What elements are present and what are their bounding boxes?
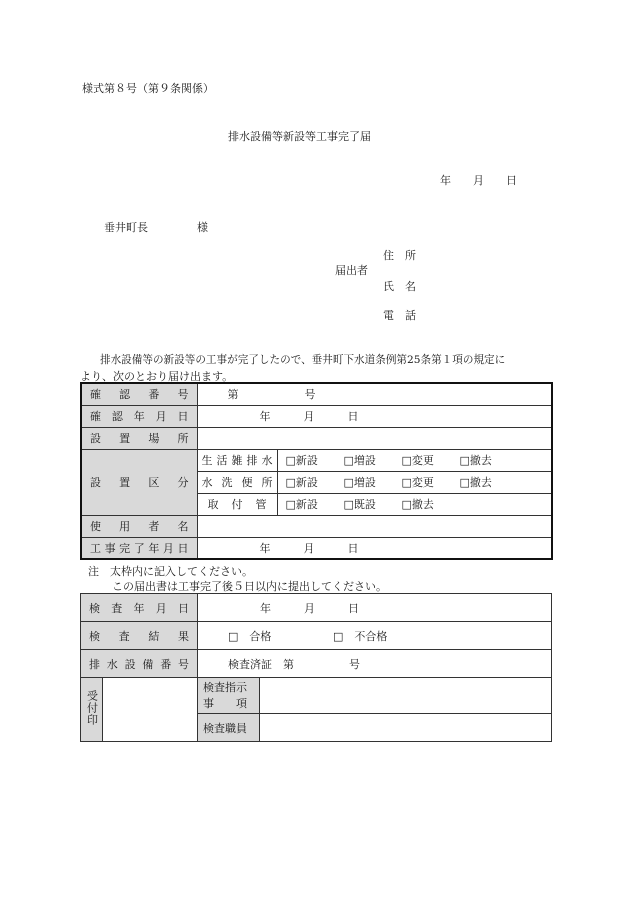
receipt-stamp-area (103, 678, 198, 742)
location-label: 設置場所 (81, 427, 197, 449)
body-text-line1: 排水設備等の新設等の工事が完了したので、垂井町下水道条例第25条第１項の規定に (100, 354, 506, 366)
instructions-label-line2: 事 項 (203, 696, 247, 710)
applicant-phone-label: 電 話 (383, 309, 416, 322)
inspection-date-row (81, 594, 552, 622)
completion-date-text: 年 月 日 (259, 541, 359, 555)
instructions-row (81, 678, 552, 714)
option-change[interactable]: □変更 (401, 454, 434, 467)
addressee-honorific: 様 (197, 221, 208, 234)
inspection-result-row (81, 622, 552, 650)
applicant-address-label: 住 所 (383, 249, 416, 262)
user-value[interactable] (197, 515, 552, 537)
addressee-name: 垂井町長 (104, 221, 148, 234)
instructions-label (198, 678, 260, 714)
equipment-number-label: 排水設備番号 (81, 650, 198, 678)
inspection-date-label: 検査年月日 (81, 594, 198, 622)
category-toilet-options (277, 471, 552, 493)
inspection-date-text: 年 月 日 (260, 601, 359, 615)
equipment-number-value[interactable] (198, 650, 552, 678)
option-add[interactable]: □増設 (343, 454, 376, 467)
note-line2: この届出書は工事完了後５日以内に提出してください。 (112, 580, 387, 593)
inspection-result-value (198, 622, 552, 650)
option-remove[interactable]: □撤去 (401, 498, 434, 511)
user-label: 使用者名 (81, 515, 197, 537)
option-remove[interactable]: □撤去 (459, 454, 492, 467)
confirm-date-row (81, 405, 552, 427)
category-pipe-options (277, 493, 552, 515)
location-value[interactable] (197, 427, 552, 449)
body-text-line2: より、次のとおり届け出ます。 (80, 370, 234, 383)
inspection-table (80, 593, 552, 742)
option-new[interactable]: □新設 (285, 454, 318, 467)
category-pipe-label: 取付管 (197, 493, 277, 515)
instructions-value[interactable] (260, 678, 552, 714)
instructions-label-line1: 検査指示 (203, 680, 247, 694)
form-title: 排水設備等新設等工事完了届 (228, 130, 371, 143)
inspector-label: 検査職員 (198, 714, 260, 742)
equipment-number-row (81, 650, 552, 678)
category-toilet-label: 水洗便所 (197, 471, 277, 493)
user-row (81, 515, 552, 537)
form-number: 様式第８号（第９条関係） (82, 82, 214, 95)
option-add[interactable]: □増設 (343, 476, 376, 489)
result-fail-checkbox[interactable]: □ 不合格 (333, 629, 388, 643)
option-new[interactable]: □新設 (285, 476, 318, 489)
receipt-stamp-label: 受付印 (85, 690, 99, 726)
category-gray-water-label: 生活雑排水 (197, 449, 277, 471)
confirm-number-value[interactable] (197, 383, 552, 405)
note-line1: 注 太枠内に記入してください。 (88, 565, 253, 578)
date-line: 年 月 日 (440, 174, 517, 187)
completion-date-row (81, 537, 552, 559)
confirm-date-text: 年 月 日 (259, 410, 359, 423)
option-existing[interactable]: □既設 (343, 498, 376, 511)
inspection-result-label: 検査結果 (81, 622, 198, 650)
applicant-label: 届出者 (335, 264, 368, 277)
completion-date-label: 工事完了年月日 (81, 537, 197, 559)
confirm-date-label: 確認年月日 (81, 405, 197, 427)
applicant-name-label: 氏 名 (383, 280, 416, 293)
confirm-date-value[interactable] (197, 405, 552, 427)
receipt-stamp-label-cell (81, 678, 103, 742)
inspection-date-value[interactable] (198, 594, 552, 622)
main-table (80, 382, 553, 560)
confirm-number-text: 第 号 (227, 388, 316, 402)
option-change[interactable]: □変更 (401, 476, 434, 489)
category-row-1 (81, 449, 552, 471)
inspector-value[interactable] (260, 714, 552, 742)
completion-date-value[interactable] (197, 537, 552, 559)
confirm-number-row (81, 383, 552, 405)
confirm-number-label: 確認番号 (81, 383, 197, 405)
category-label: 設置区分 (81, 449, 197, 515)
category-gray-water-options (277, 449, 552, 471)
result-pass-checkbox[interactable]: □ 合格 (228, 629, 272, 643)
location-row (81, 427, 552, 449)
option-remove[interactable]: □撤去 (459, 476, 492, 489)
equipment-number-text: 検査済証 第 号 (228, 657, 360, 671)
option-new[interactable]: □新設 (285, 498, 318, 511)
